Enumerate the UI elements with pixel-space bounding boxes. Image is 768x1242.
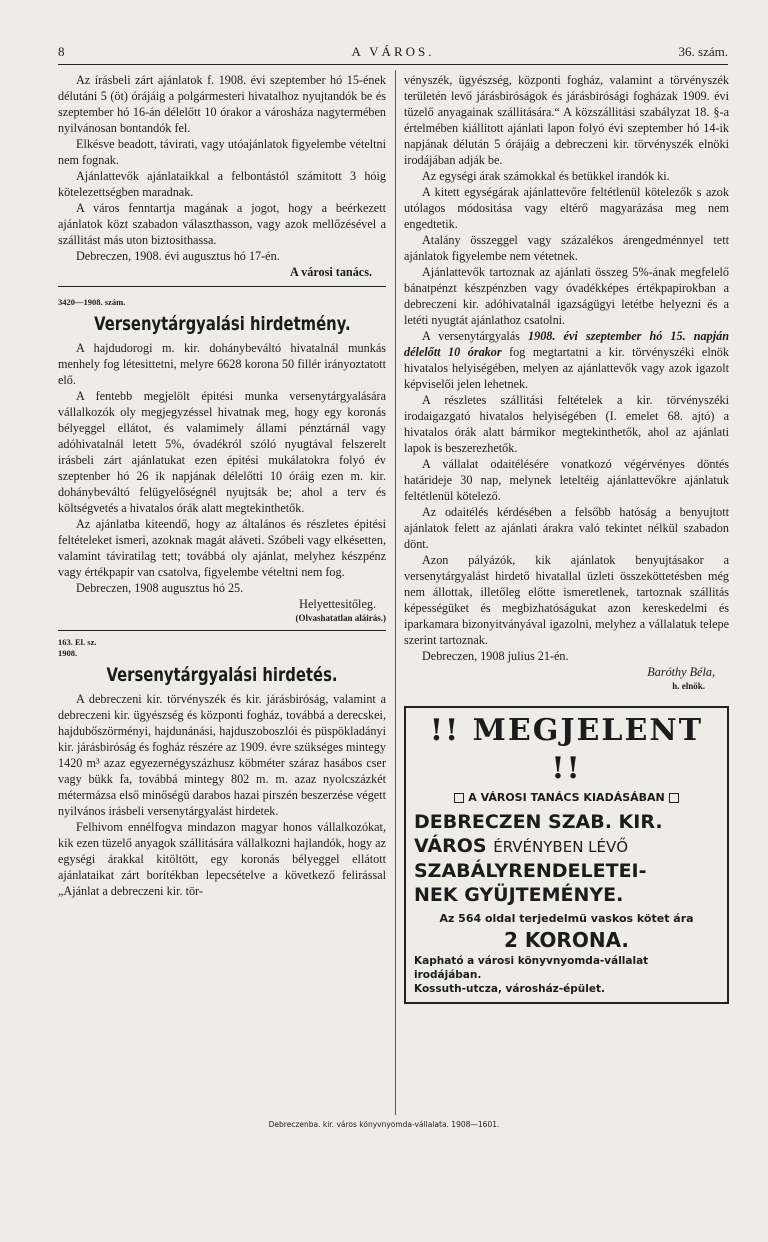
ad-publisher-text: A VÁROSI TANÁCS KIADÁSÁBAN xyxy=(468,791,665,804)
reference-number: 163. El. sz. xyxy=(58,637,97,647)
paragraph: Az egységi árak számokkal és betükkel irandók ki. xyxy=(422,169,670,183)
paragraph: Az odaitélés kérdésében a felsőbb hatóság a benyujtott ajánlatok felett az ajánlati árakra való tekintet nélkül szabadon dönt. xyxy=(404,505,729,551)
reference-year: 1908. xyxy=(58,648,78,658)
advertisement-box xyxy=(404,706,729,1004)
signature: Helyettesitőleg. xyxy=(299,597,376,611)
paragraph: A részletes szállitási feltételek a kir. törvényszéki irodaigazgató hivatalos helyiségében (I. emelet 68. ajtó) a hivatalos órák alatt bármikor megtekinthetők, ahol az ajánlati lapok is beszerezhetők. xyxy=(404,393,729,455)
column-divider xyxy=(395,70,396,1115)
reference-number: 3420—1908. szám. xyxy=(58,297,126,307)
right-column xyxy=(404,72,729,1004)
ad-headline: !! MEGJELENT !! xyxy=(429,713,704,786)
signature: A városi tanács. xyxy=(289,265,372,279)
printer-imprint: Debreczenba. kir. város könyvnyomda-vállalata. 1908—1601. xyxy=(268,1120,500,1129)
ad-publisher xyxy=(414,790,719,806)
dateline: Debreczen, 1908 julius 21-én. xyxy=(422,649,569,663)
ad-title-line xyxy=(414,834,719,859)
paragraph: Ajánlattevők ajánlataikkal a felbontástól számitott 3 hóig kötelezettségben maradnak. xyxy=(58,169,386,199)
ad-address: Kossuth-utcza, városház-épület. xyxy=(414,983,605,995)
paragraph xyxy=(404,328,729,392)
section-title: Versenytárgyalási hirdetés. xyxy=(106,664,338,686)
ad-description: Az 564 oldal terjedelmü vaskos kötet ára xyxy=(439,912,694,925)
ad-availability: Kapható a városi könyvnyomda-vállalat irodájában. xyxy=(414,955,649,981)
paragraph: A kitett egységárak ajánlattevőre feltétlenül kötelezők s azok utólagos módositása vagy eltérő magyarázása meg nem engedtetik. xyxy=(404,185,729,231)
dateline: Debreczen, 1908 augusztus hó 25. xyxy=(76,581,244,595)
ad-title-line: SZABÁLYRENDELETEI- xyxy=(414,860,647,882)
paragraph: A vállalat odaitélésére vonatkozó végérvényes döntés határideje 30 nap, melynek leteltéig ajánlattevőkre ajánlatuk feltétlenül kötelező. xyxy=(404,457,729,503)
signature-role: h. elnök. xyxy=(672,681,705,691)
paragraph: Elkésve beadott, távirati, vagy utóajánlatok figyelembe vételtni nem fognak. xyxy=(58,137,386,167)
square-icon xyxy=(669,793,679,803)
paragraph: vényszék, ügyészség, központi fogház, valamint a törvényszék területén levő járásbiróságok és járásbirósági fogházak 1909. évi tüzelő anyagainak szállitására.“ A közszállitási szabályzat 18. §-a értelmében kiállitott ajánlati lapon folyó évi szeptember hó 14-ik napjának délután 5 órájáig a debreczeni kir. törvényszék elnöki irodájában adják be. xyxy=(404,73,729,167)
dateline: Debreczen, 1908. évi augusztus hó 17-én. xyxy=(76,249,280,263)
paragraph: Azon pályázók, kik ajánlatok benyujtásakor a versenytárgyalást hirdető hivatallal üzleti összeköttetésben még nem állottak, illetőleg előtte ismeretlenek, tartoznak szállitás képességüket és megbizhatóságukat azon kereskedelmi és iparkamara bizonyitványával igazolni, melyhez a vállalatuk telepe szerint tartoznak. xyxy=(404,553,729,647)
ad-title-line: DEBRECZEN SZAB. KIR. xyxy=(414,811,663,833)
paragraph: A debreczeni kir. törvényszék és kir. járásbiróság, valamint a debreczeni kir. ügyészség és központi fogház, továbbá a derecskei, hajdubőszörményi, hajdunánási, hajduszoboszlói és püspökladányi kir. járásbiróság és fogház részére az 1909. évre szükséges mintegy 1420 m³ azaz egyezernégyszázhusz köbméter száraz hasábos cser vagy bükk fa, továbbá mintegy 802 m. m. azaz nyolcszázkét métermázsa első minőségü darabos hazai pirszén beszerzése végett nyilvános irásbeli versenytárgyalást hirdetek. xyxy=(58,692,386,818)
header-rule xyxy=(58,64,728,65)
paragraph: A város fenntartja magának a jogot, hogy a beérkezett ajánlatok közt szabadon választhasson, vagy azok mellőzésével a szállitást más uton biztosithassa. xyxy=(58,201,386,247)
paragraph: Az ajánlatba kiteendő, hogy az általános és részletes épitési feltételeket ismeri, azoknak magát aláveti. Szóbeli vagy elkésetten, valamint táviratilag tett; továbbá oly ajánlat, melyhez készpénz vagy értékpapir van csatolva, figyelembe vételtni nem fog. xyxy=(58,517,386,579)
signature-note: (Olvashatatlan aláirás.) xyxy=(295,613,386,623)
text: fog megtartatni a kir. törvényszéki elnök hivatalos helyiségében, melyen az ajánlattevők vagy azok igazolt képviselői jelen lehetnek. xyxy=(404,345,729,391)
paragraph: Felhivom ennélfogva mindazon magyar honos vállalkozókat, kik ezen tüzelő anyagok szállitására vállalkozni hajlandók, hogy az egységi árakkal kitöltött, egy koronás bélyeggel ellátott ajánlataikat zárt borítékban lepecsételve a következő felirással „Ajánlat a debreczeni kir. tör- xyxy=(58,820,386,898)
paragraph: A hajdudorogi m. kir. dohánybeváltó hivatalnál munkás menhely fog létesittetni, melyre 6628 korona 50 fillér irányoztatott elő. xyxy=(58,341,386,387)
ad-title-word: ÉRVÉNYBEN LÉVŐ xyxy=(493,838,629,856)
section-rule xyxy=(58,630,386,631)
text: A versenytárgyalás xyxy=(422,329,529,343)
paragraph: Atalány összeggel vagy százalékos árengedménnyel tett ajánlatok figyelembe nem vétetnek. xyxy=(404,233,729,263)
emphasized-date: 1908. évi szeptember hó 15. napján délelőtt 10 órakor xyxy=(404,329,729,359)
section-title: Versenytárgyalási hirdetmény. xyxy=(94,313,351,335)
paragraph: A fentebb megjelölt épitési munka versenytárgyalására vállalkozók oly megjegyzéssel hivatnak meg, hogy egy koronás bélyeggel ellátot, és valamimely állami pénztárnál vagy adóhivatalnál letett 5%, óvadékról szóló nyugtával felszerelt irásbeli zárt ajánlatukat ezen épitési mukálatokra folyó év szeptenber hó 26 ik napjának délelőtti 10 óráig ezen m. kir. dohánybeváltó felügyelőségnél nyujtsák be; ahol a terv és költségvetés a hivatalos órák alatt megtekinthetők. xyxy=(58,389,386,515)
page-number: 8 xyxy=(58,44,65,59)
square-icon xyxy=(454,793,464,803)
issue-number: 36. szám. xyxy=(678,44,728,59)
ad-title-line: NEK GYÜJTEMÉNYE. xyxy=(414,884,624,906)
left-column xyxy=(58,72,386,899)
section-rule xyxy=(58,286,386,287)
newspaper-title: A VÁROS. xyxy=(351,44,435,59)
paragraph: Az írásbeli zárt ajánlatok f. 1908. évi szeptember hó 15-ének délutáni 5 (öt) órájáig a polgármesteri hivatalhoz nyujtandók be és szeptember hó 16-án délelőtt 10 órakor a városháza nagytermében nyilvánosan bontandók fel. xyxy=(58,73,386,135)
signature: Baróthy Béla, xyxy=(647,665,715,679)
ad-price: 2 KORONA. xyxy=(503,928,630,952)
page-header xyxy=(58,44,728,64)
ad-title-word: VÁROS xyxy=(414,835,487,857)
paragraph: Ajánlattevők tartoznak az ajánlati összeg 5%-ának megfelelő bánatpénzt készpénzben vagy óvadékképes értékpapirokban a debreczeni kir. adóhivatalnál igazságügyi letétbe helyezni és a letéti nyugtát ajánlathoz csatolni. xyxy=(404,265,729,327)
